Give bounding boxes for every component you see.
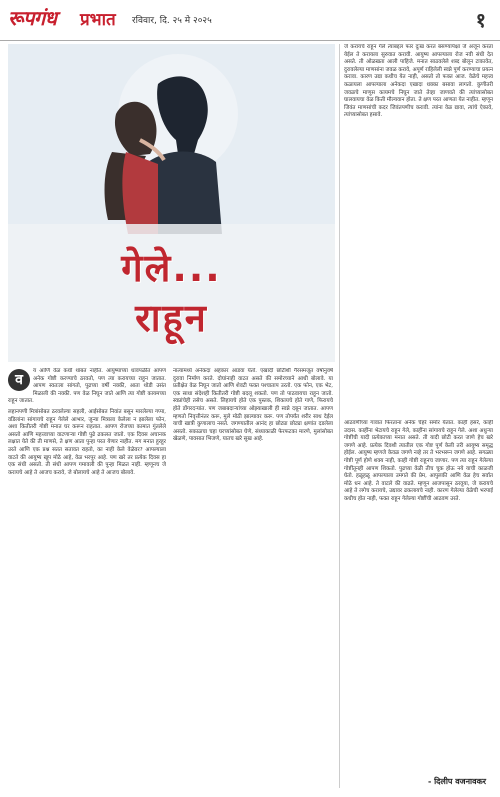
headline-line-1: गेले...	[121, 246, 222, 290]
article-lead-paragraph: य आणि वेळ कधी थांबत नाहीत. आयुष्याच्या धावपळीत आपण अनेक गोष्टी करण्याचे ठरवतो, पण त्या करायच्या राहून जातात. आपण स्वतःला सांगतो, पुढच्या वर्षी नक्की, आता थोडी उसंत मिळाली की नक्की. पण वेळ निघून जाते आणि त्या गोष्टी कायमच्या राहून जातात.	[8, 368, 166, 405]
article-paragraph: जे करायचे राहून गेले त्याबद्दल फार दुःख करत बसण्यापेक्षा जे अजून करता येईल ते करायला सुरुवात करावी. आयुष्य आपल्याला रोज नवी संधी देत असते. ती ओळखता आली पाहिजे. मनात साठवलेले शब्द बोलून टाकावेत, दुरावलेल्या माणसांना जवळ करावे, अपूर्ण राहिलेली स्वप्ने पूर्ण करण्याचा प्रयत्न करावा. कारण उद्या कधीच येत नाही, असतो तो फक्त आज. वेळेचे महत्त्व कळायला आपल्याला अनेकदा एखादा धक्का बसावा लागतो. कुणीतरी जवळचे माणूस कायमचे निघून जाते तेव्हा जाणवते की त्यांच्यासोबत घालवायचा वेळ किती मौल्यवान होता. ते क्षण परत आणता येत नाहीत. म्हणून जिवंत माणसांची कदर जिवंतपणीच करावी. त्यांना वेळ द्यावा, त्यांचे ऐकावे, त्यांच्यासोबत हसावे.	[344, 44, 493, 119]
brand-subtitle: प्रभात	[80, 10, 116, 30]
page-number: १	[475, 8, 486, 32]
dateline: रविवार, दि. २५ मे २०२५	[132, 16, 212, 26]
drop-cap: व	[8, 369, 30, 391]
article-paragraph: लहानपणी मित्रांसोबत ठरवलेल्या सहली, आईसोबत निवांत बसून मारलेल्या गप्पा, वडिलांना सांगायचे राहून गेलेले आभार, जुन्या मित्राला केलेला न झालेला फोन, अशा कितीतरी गोष्टी मनात घर करून राहतात. आपण रोजच्या कामात गुंतलेले असतो आणि महत्त्वाच्या वाटणाऱ्या गोष्टी पुढे ढकलत जातो. एक दिवस अचानक लक्षात येते की ती माणसे, ते क्षण आता पुन्हा परत येणार नाहीत. मग मनात हुरहूर उरते आणि एक प्रश्न सतत सतावत राहतो, का नाही केले वेळेवर? आपल्याला वाटते की आयुष्य खूप मोठे आहे, वेळ भरपूर आहे. पण खरे तर प्रत्येक दिवस हा एक संधी असतो. ती संधी आपण गमावली की पुन्हा मिळत नाही. म्हणूनच जे करायचे आहे ते आजच करावे, जे बोलायचे आहे ते आजच बोलावे.	[8, 408, 166, 476]
article-column-1	[8, 368, 166, 788]
article-column-2	[173, 368, 333, 788]
article-column-4	[344, 420, 493, 772]
masthead	[0, 0, 500, 41]
column-divider	[339, 44, 340, 788]
brand-title: रूपगंध	[8, 6, 57, 30]
article-paragraph: आठवणींच्या गावात फिरताना अनेक चेहरे समोर येतात. काही हसरे, काही उदास. काहींना भेटायचे राहून गेले, काहींना सांगायचे राहून गेले. अशा अधुऱ्या गोष्टींची यादी प्रत्येकाच्या मनात असते. ती यादी छोटी करत जाणे हेच खरे जगणे आहे. प्रत्येक दिवशी त्यातील एक गोष्ट पूर्ण केली तरी आयुष्य समृद्ध होईल. आयुष्य म्हणजे केवळ जगणे नव्हे तर ते भरभरून जगणे आहे. सगळ्या गोष्टी पूर्ण होणे शक्य नाही, काही गोष्टी राहूनच जाणार. पण त्या राहून गेलेल्या गोष्टींतूनही आपण शिकतो. पुढच्या वेळी तीच चूक होऊ नये याची काळजी घेतो. हळूहळू आपल्याला उमगते की प्रेम, आपुलकी आणि वेळ हेच सर्वात मोठे धन आहे. ते वाटले की वाढते. म्हणून आजपासून ठरवूया, जे करायचे आहे ते लगेच करायचे, उद्यावर ढकलायचे नाही. कारण गेलेल्या वेळेची भरपाई कधीच होत नाही, फक्त राहून गेलेल्या गोष्टींची आठवण उरते.	[344, 420, 493, 502]
article-column-3	[344, 44, 493, 416]
author-byline: - दिलीप वजनावकर	[427, 777, 486, 786]
headline-line-2: राहून	[135, 296, 208, 340]
article-illustration	[8, 44, 335, 362]
article-paragraph: नात्यांमध्ये अनेकदा अहंकार आडवा येतो. एखादी छोटीशी गैरसमजूत वर्षानुवर्षे दुरावा निर्माण करते. दोघांनाही वाटत असते की समोरच्याने आधी बोलावे. या प्रतीक्षेत वेळ निघून जातो आणि शेवटी फक्त पश्चाताप उरतो. एक फोन, एक भेट, एक साधा संदेशही कितीतरी गोष्टी बदलू शकतो. पण तो पाठवायचा राहून जातो. स्वप्नांचेही तसेच असते. लिहायचे होते एक पुस्तक, शिकायचे होते गाणे, फिरायचे होते डोंगरदऱ्यांत. पण जबाबदाऱ्यांच्या ओझ्याखाली ही स्वप्ने दबून जातात. आपण म्हणतो निवृत्तीनंतर करू, मुले मोठी झाल्यावर करू. पण तोपर्यंत शरीर साथ देईल याची खात्री कुणालाच नसते. जगण्यातील आनंद हा छोट्या छोट्या क्षणांत दडलेला असतो. सकाळचा चहा घरच्यांसोबत घेणे, संध्याकाळी फेरफटका मारणे, मुलांसोबत खेळणे, पावसात भिजणे, यातच खरे सुख आहे.	[173, 368, 333, 443]
